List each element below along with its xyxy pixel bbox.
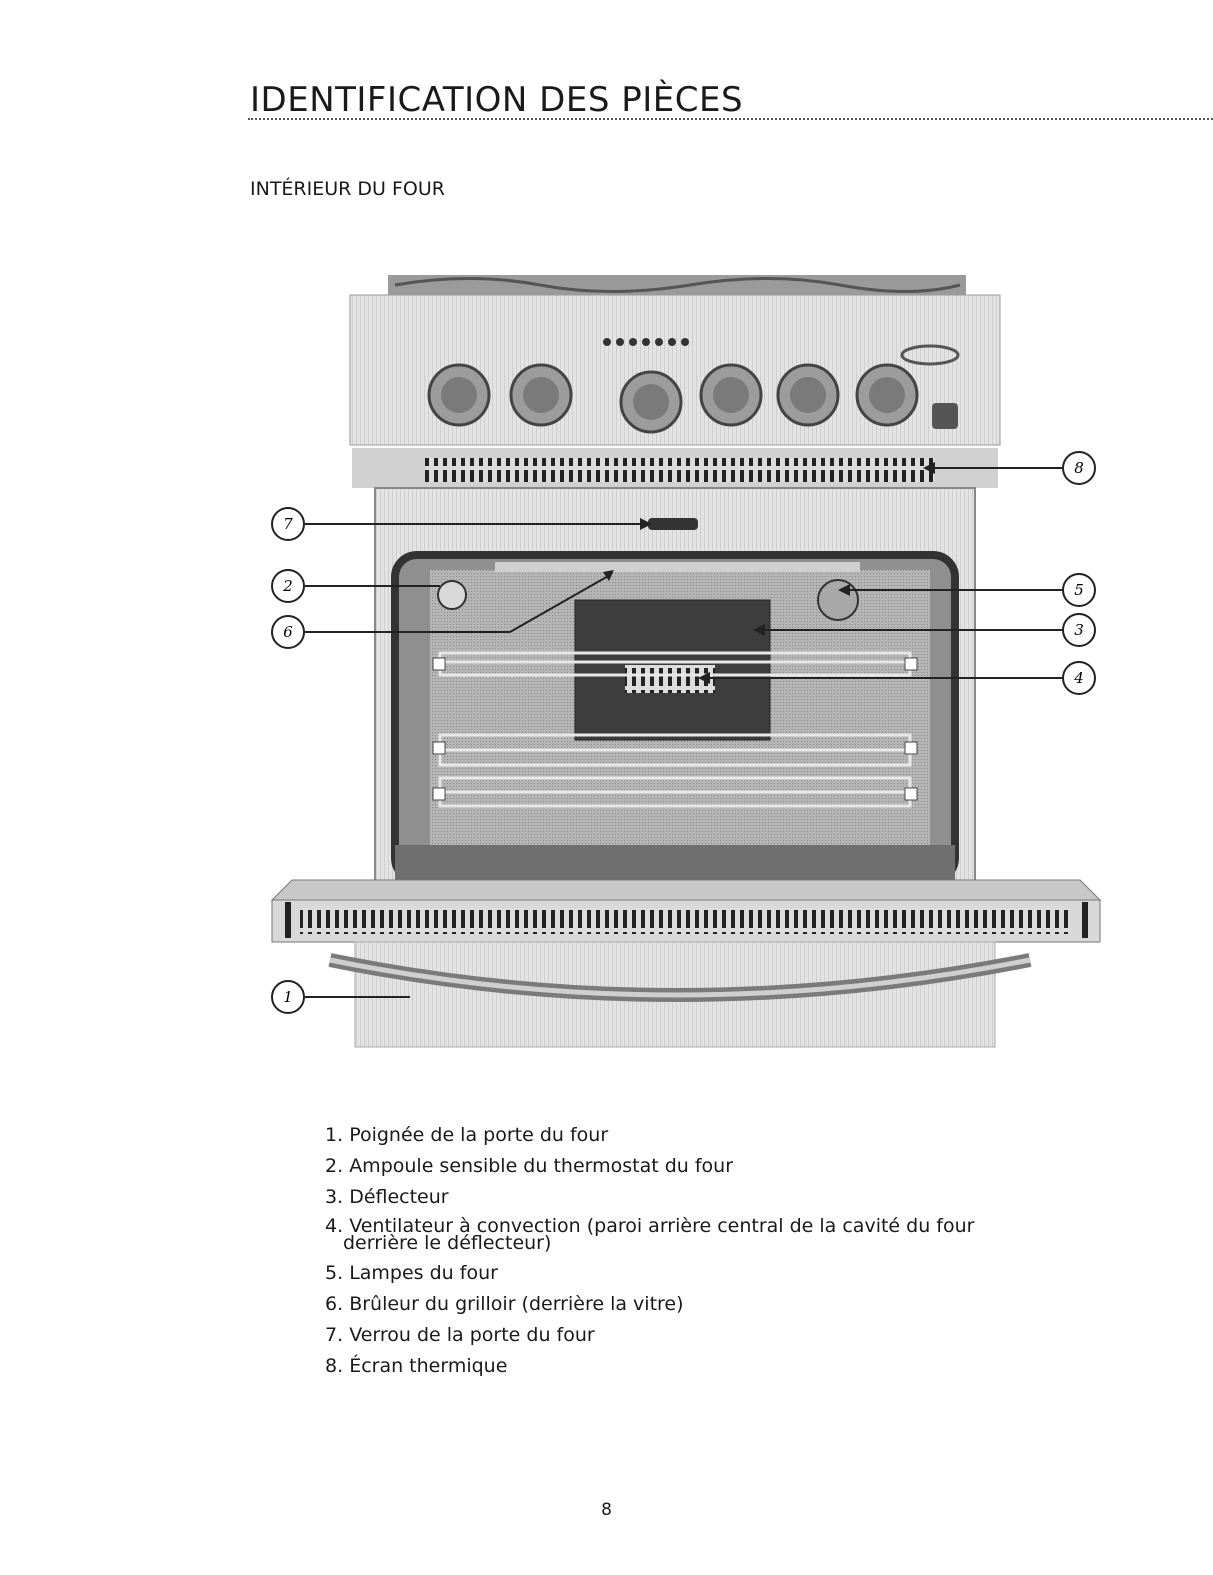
callout-4 (1063, 662, 1095, 694)
callout-6 (272, 616, 304, 648)
parts-legend (325, 1125, 1065, 1387)
svg-text:4: 4 (1074, 669, 1084, 687)
oven-diagram (0, 270, 1213, 1060)
svg-text:1: 1 (283, 988, 293, 1006)
legend-item: 2. Ampoule sensible du thermostat du four (325, 1155, 734, 1177)
svg-text:6: 6 (283, 623, 293, 641)
legend-item: 1. Poignée de la porte du four (325, 1124, 609, 1146)
legend-item: 8. Écran thermique (325, 1355, 508, 1377)
legend-item: 6. Brûleur du grilloir (derrière la vitre) (325, 1293, 684, 1315)
svg-text:8: 8 (1074, 459, 1084, 477)
legend-item: 5. Lampes du four (325, 1262, 498, 1284)
svg-text:2: 2 (283, 577, 293, 595)
oven-illustration (272, 275, 1100, 1047)
section-heading: INTÉRIEUR DU FOUR (250, 178, 445, 200)
svg-text:7: 7 (283, 515, 293, 533)
page-title: IDENTIFICATION DES PIÈCES (250, 80, 744, 120)
callout-8 (1063, 452, 1095, 484)
legend-item: 3. Déflecteur (325, 1186, 449, 1208)
legend-item: 7. Verrou de la porte du four (325, 1324, 595, 1346)
svg-text:5: 5 (1074, 581, 1084, 599)
callout-2 (272, 570, 304, 602)
legend-item: 4. Ventilateur à convection (paroi arrière central de la cavité du four derrière le déflecteur) (325, 1215, 975, 1254)
callout-5 (1063, 574, 1095, 606)
svg-text:3: 3 (1074, 621, 1084, 639)
page-number: 8 (601, 1500, 612, 1520)
callout-7 (272, 508, 304, 540)
callout-3 (1063, 614, 1095, 646)
callout-1 (272, 981, 304, 1013)
title-underline (248, 118, 1213, 120)
